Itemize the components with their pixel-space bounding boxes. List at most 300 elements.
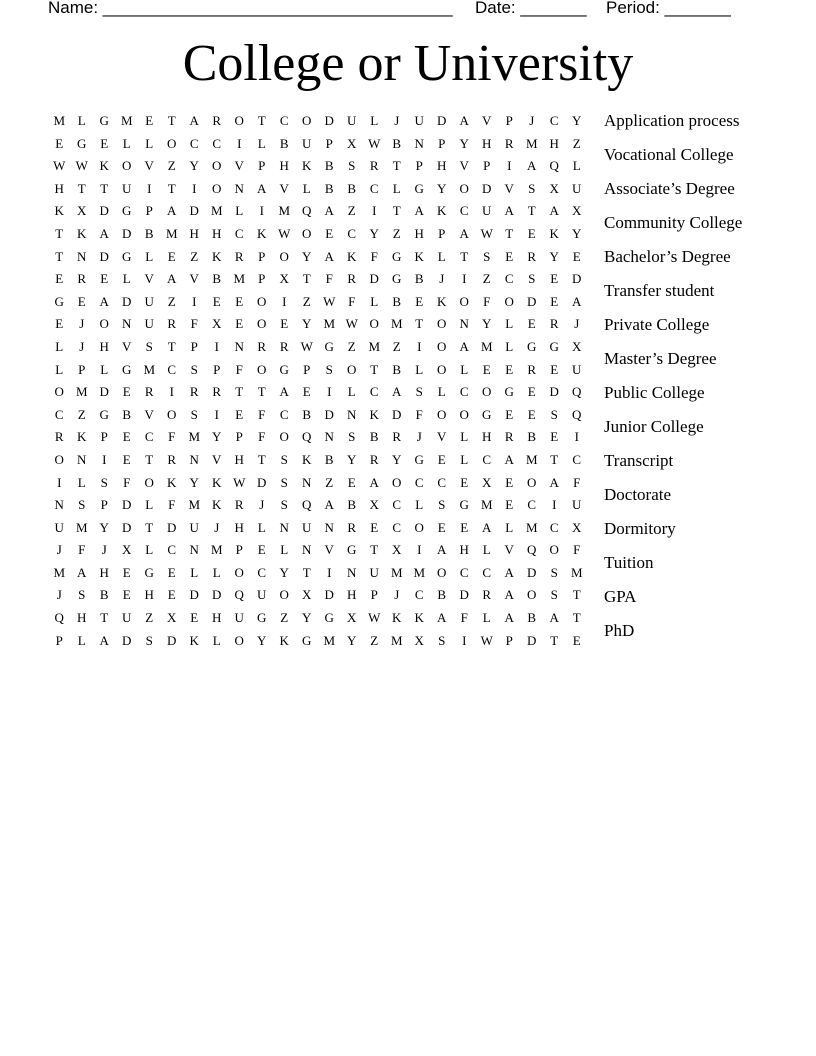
grid-letter: E: [527, 316, 536, 332]
grid-letter: T: [302, 564, 311, 580]
grid-letter: L: [145, 135, 154, 151]
grid-letter: F: [348, 293, 356, 309]
grid-letter: R: [212, 113, 222, 128]
grid-letter: V: [144, 406, 154, 422]
grid-letter: S: [528, 180, 536, 196]
word-list-item: Private College: [604, 315, 710, 334]
grid-letter: I: [327, 384, 332, 400]
grid-letter: R: [347, 519, 357, 535]
grid-letter: T: [77, 180, 86, 196]
grid-letter: N: [279, 519, 289, 535]
grid-letter: K: [437, 293, 447, 309]
grid-letter: S: [280, 497, 288, 513]
grid-letter: T: [167, 113, 176, 128]
grid-letter: O: [279, 587, 289, 603]
grid-letter: I: [552, 497, 557, 513]
grid-letter: I: [327, 564, 332, 580]
grid-letter: F: [258, 406, 266, 422]
grid-letter: C: [414, 474, 424, 490]
grid-letter: Y: [572, 113, 582, 128]
grid-letter: P: [145, 203, 153, 219]
grid-letter: K: [167, 474, 177, 490]
grid-letter: Y: [347, 632, 357, 648]
grid-letter: N: [122, 316, 132, 332]
grid-letter: S: [145, 338, 153, 354]
grid-letter: G: [504, 384, 514, 400]
grid-letter: A: [504, 587, 514, 603]
grid-letter: O: [549, 542, 559, 558]
grid-letter: S: [438, 497, 446, 513]
grid-letter: L: [370, 113, 379, 128]
grid-letter: L: [212, 632, 221, 648]
word-list-item: Junior College: [604, 417, 704, 436]
grid-letter: F: [415, 406, 423, 422]
grid-letter: L: [572, 158, 581, 174]
grid-letter: L: [280, 542, 289, 558]
grid-letter: Q: [234, 587, 244, 603]
grid-letter: C: [549, 113, 559, 128]
grid-letter: C: [572, 451, 582, 467]
grid-letter: C: [212, 135, 222, 151]
grid-letter: Z: [370, 632, 379, 648]
grid-letter: E: [167, 587, 176, 603]
grid-letter: P: [438, 225, 446, 241]
grid-letter: Y: [189, 158, 199, 174]
grid-letter: E: [505, 361, 514, 377]
word-list-item: Community College: [604, 213, 743, 232]
grid-letter: E: [235, 293, 244, 309]
grid-letter: L: [145, 542, 154, 558]
grid-letter: D: [122, 497, 132, 513]
grid-letter: O: [144, 474, 154, 490]
grid-letter: B: [212, 271, 222, 287]
grid-letter: H: [482, 429, 492, 445]
grid-letter: Y: [347, 451, 357, 467]
word-list-item: Transcript: [604, 451, 674, 470]
grid-letter: Z: [77, 406, 86, 422]
grid-letter: Z: [392, 338, 401, 354]
grid-letter: L: [505, 338, 514, 354]
grid-letter: W: [368, 610, 381, 626]
grid-letter: Z: [572, 135, 581, 151]
grid-letter: O: [302, 225, 312, 241]
grid-letter: H: [212, 610, 222, 626]
grid-letter: E: [572, 632, 581, 648]
grid-letter: D: [527, 564, 537, 580]
grid-letter: T: [145, 519, 154, 535]
grid-letter: T: [572, 610, 581, 626]
grid-letter: O: [234, 632, 244, 648]
grid-letter: X: [212, 316, 222, 332]
grid-letter: D: [122, 519, 132, 535]
grid-letter: O: [212, 158, 222, 174]
grid-letter: G: [392, 248, 402, 264]
grid-letter: P: [505, 632, 513, 648]
grid-letter: W: [480, 632, 493, 648]
grid-letter: H: [549, 135, 559, 151]
grid-letter: Z: [190, 248, 199, 264]
grid-letter: C: [392, 519, 402, 535]
grid-letter: J: [574, 316, 580, 332]
grid-letter: W: [345, 316, 358, 332]
grid-letter: G: [414, 451, 424, 467]
grid-letter: R: [392, 429, 402, 445]
grid-letter: C: [144, 429, 154, 445]
grid-letter: E: [257, 542, 266, 558]
grid-letter: Q: [302, 203, 312, 219]
grid-letter: E: [527, 384, 536, 400]
grid-letter: M: [570, 564, 583, 580]
grid-letter: X: [122, 542, 132, 558]
grid-letter: G: [527, 338, 537, 354]
grid-letter: T: [550, 632, 559, 648]
grid-letter: G: [99, 406, 109, 422]
grid-row: [48, 607, 588, 630]
grid-letter: D: [549, 384, 559, 400]
grid-letter: Q: [572, 384, 582, 400]
grid-letter: D: [369, 271, 379, 287]
grid-letter: P: [78, 361, 86, 377]
grid-letter: I: [259, 203, 264, 219]
grid-letter: P: [303, 361, 311, 377]
grid-letter: E: [527, 406, 536, 422]
grid-letter: D: [437, 113, 447, 128]
grid-letter: Q: [302, 497, 312, 513]
grid-letter: B: [369, 429, 379, 445]
grid-letter: R: [482, 587, 492, 603]
grid-letter: W: [233, 474, 246, 490]
grid-letter: U: [122, 610, 132, 626]
grid-letter: M: [53, 564, 66, 580]
grid-row: [48, 110, 588, 133]
grid-letter: E: [212, 293, 221, 309]
grid-letter: T: [302, 271, 311, 287]
grid-letter: W: [323, 293, 336, 309]
grid-letter: E: [505, 406, 514, 422]
grid-letter: T: [55, 225, 64, 241]
grid-letter: O: [302, 113, 312, 128]
grid-letter: T: [167, 338, 176, 354]
grid-letter: W: [75, 158, 88, 174]
grid-letter: R: [77, 271, 87, 287]
grid-letter: K: [369, 406, 379, 422]
grid-letter: U: [347, 113, 357, 128]
word-list-item: Associate’s Degree: [604, 179, 735, 198]
grid-letter: G: [257, 610, 267, 626]
grid-letter: M: [525, 135, 538, 151]
grid-letter: Z: [167, 158, 176, 174]
grid-letter: D: [572, 271, 582, 287]
grid-letter: T: [257, 113, 266, 128]
grid-letter: J: [394, 113, 400, 128]
grid-letter: A: [99, 293, 109, 309]
grid-letter: E: [100, 135, 109, 151]
grid-letter: E: [122, 587, 131, 603]
grid-letter: S: [190, 406, 198, 422]
grid-letter: H: [212, 225, 222, 241]
grid-letter: A: [504, 203, 514, 219]
grid-letter: C: [347, 225, 357, 241]
word-list-item: Master’s Degree: [604, 349, 717, 368]
grid-letter: A: [414, 203, 424, 219]
grid-letter: S: [550, 406, 558, 422]
grid-letter: P: [258, 248, 266, 264]
grid-letter: K: [414, 248, 424, 264]
grid-letter: G: [549, 338, 559, 354]
grid-letter: W: [480, 225, 493, 241]
grid-row: [48, 223, 588, 246]
grid-letter: M: [525, 519, 538, 535]
grid-letter: P: [483, 158, 491, 174]
grid-letter: V: [459, 158, 469, 174]
grid-letter: M: [480, 338, 493, 354]
grid-letter: K: [302, 158, 312, 174]
grid-row: [48, 562, 588, 585]
grid-letter: K: [347, 248, 357, 264]
grid-letter: T: [100, 180, 109, 196]
grid-letter: X: [167, 610, 177, 626]
grid-letter: O: [99, 316, 109, 332]
grid-row: [48, 178, 588, 201]
grid-letter: R: [234, 248, 244, 264]
word-list-item: Tuition: [604, 553, 654, 572]
grid-letter: N: [54, 497, 64, 513]
grid-letter: Y: [369, 225, 379, 241]
grid-letter: O: [279, 429, 289, 445]
grid-letter: D: [99, 248, 109, 264]
grid-letter: J: [56, 542, 62, 558]
grid-letter: N: [189, 451, 199, 467]
grid-letter: M: [390, 564, 403, 580]
grid-letter: E: [505, 248, 514, 264]
grid-letter: G: [414, 180, 424, 196]
grid-letter: E: [460, 474, 469, 490]
grid-row: [48, 291, 588, 314]
grid-letter: X: [279, 271, 289, 287]
grid-letter: F: [190, 316, 198, 332]
grid-letter: F: [78, 542, 86, 558]
grid-letter: H: [279, 158, 289, 174]
grid-letter: E: [235, 406, 244, 422]
grid-letter: B: [324, 180, 334, 196]
grid-letter: C: [504, 271, 514, 287]
grid-letter: A: [549, 203, 559, 219]
grid-letter: U: [189, 519, 199, 535]
grid-letter: J: [56, 587, 62, 603]
grid-letter: R: [279, 338, 289, 354]
grid-letter: D: [167, 632, 177, 648]
grid-letter: M: [210, 542, 223, 558]
grid-letter: E: [460, 519, 469, 535]
grid-letter: G: [392, 271, 402, 287]
grid-letter: Q: [302, 429, 312, 445]
grid-letter: C: [392, 497, 402, 513]
grid-letter: P: [190, 338, 198, 354]
grid-letter: C: [167, 361, 177, 377]
grid-letter: E: [550, 429, 559, 445]
grid-letter: O: [234, 564, 244, 580]
grid-letter: C: [459, 203, 469, 219]
grid-letter: J: [79, 316, 85, 332]
grid-letter: T: [257, 384, 266, 400]
grid-letter: B: [527, 429, 537, 445]
grid-letter: E: [550, 293, 559, 309]
grid-letter: T: [572, 587, 581, 603]
grid-letter: L: [460, 429, 469, 445]
grid-letter: N: [302, 474, 312, 490]
grid-letter: G: [302, 632, 312, 648]
grid-letter: R: [549, 316, 559, 332]
grid-letter: E: [122, 564, 131, 580]
grid-letter: U: [572, 361, 582, 377]
grid-letter: D: [122, 632, 132, 648]
grid-letter: L: [415, 361, 424, 377]
grid-letter: X: [482, 474, 492, 490]
grid-row: [48, 133, 588, 156]
grid-letter: E: [550, 271, 559, 287]
grid-letter: H: [414, 225, 424, 241]
grid-letter: E: [55, 271, 64, 287]
grid-letter: D: [324, 113, 334, 128]
grid-letter: B: [324, 158, 334, 174]
grid-letter: E: [572, 248, 581, 264]
grid-letter: Y: [482, 316, 492, 332]
grid-letter: A: [437, 542, 447, 558]
grid-letter: V: [212, 451, 222, 467]
grid-letter: K: [212, 248, 222, 264]
grid-letter: U: [572, 180, 582, 196]
grid-letter: R: [347, 271, 357, 287]
grid-letter: T: [392, 158, 401, 174]
grid-letter: A: [527, 158, 537, 174]
grid-letter: D: [257, 474, 267, 490]
grid-letter: B: [122, 406, 132, 422]
grid-letter: G: [347, 542, 357, 558]
grid-letter: A: [459, 113, 469, 128]
grid-letter: E: [235, 316, 244, 332]
grid-letter: K: [54, 203, 64, 219]
grid-letter: K: [257, 225, 267, 241]
grid-letter: P: [235, 542, 243, 558]
grid-letter: O: [504, 293, 514, 309]
grid-row: [48, 336, 588, 359]
grid-letter: T: [415, 316, 424, 332]
grid-letter: E: [100, 271, 109, 287]
grid-letter: E: [122, 429, 131, 445]
grid-letter: U: [122, 180, 132, 196]
grid-letter: T: [370, 542, 379, 558]
grid-letter: O: [437, 564, 447, 580]
grid-letter: H: [189, 225, 199, 241]
grid-letter: C: [369, 384, 379, 400]
grid-letter: L: [370, 293, 379, 309]
grid-letter: A: [482, 519, 492, 535]
grid-letter: F: [123, 474, 131, 490]
grid-letter: K: [212, 497, 222, 513]
grid-letter: K: [392, 610, 402, 626]
page-title: College or University: [182, 35, 634, 92]
grid-letter: F: [325, 271, 333, 287]
grid-letter: K: [302, 451, 312, 467]
grid-letter: A: [189, 113, 199, 128]
grid-letter: U: [369, 564, 379, 580]
grid-letter: P: [370, 587, 378, 603]
grid-letter: C: [459, 564, 469, 580]
grid-letter: E: [167, 564, 176, 580]
word-list-item: GPA: [604, 587, 637, 606]
grid-letter: O: [212, 180, 222, 196]
grid-letter: M: [188, 429, 201, 445]
grid-letter: E: [55, 135, 64, 151]
grid-letter: I: [462, 632, 467, 648]
grid-letter: E: [77, 293, 86, 309]
grid-letter: L: [505, 316, 514, 332]
grid-letter: Y: [212, 429, 222, 445]
grid-letter: C: [414, 587, 424, 603]
grid-letter: H: [77, 610, 87, 626]
grid-letter: F: [258, 429, 266, 445]
grid-letter: V: [234, 158, 244, 174]
grid-letter: Q: [54, 610, 64, 626]
grid-letter: I: [282, 293, 287, 309]
grid-row: [48, 584, 588, 607]
grid-letter: L: [415, 497, 424, 513]
grid-letter: H: [144, 587, 154, 603]
grid-letter: O: [347, 361, 357, 377]
grid-letter: F: [460, 610, 468, 626]
grid-letter: L: [437, 384, 446, 400]
grid-letter: W: [368, 135, 381, 151]
grid-letter: R: [54, 429, 64, 445]
grid-letter: H: [437, 158, 447, 174]
grid-letter: H: [99, 564, 109, 580]
grid-letter: L: [235, 203, 244, 219]
grid-letter: X: [414, 632, 424, 648]
grid-letter: P: [55, 632, 63, 648]
grid-letter: D: [99, 384, 109, 400]
grid-letter: L: [392, 180, 401, 196]
word-search-grid: [48, 110, 588, 652]
word-list-item: PhD: [604, 621, 635, 640]
grid-letter: J: [101, 542, 107, 558]
grid-letter: T: [392, 203, 401, 219]
word-list: [604, 110, 804, 654]
grid-letter: J: [529, 113, 535, 128]
grid-letter: J: [259, 497, 265, 513]
grid-letter: U: [302, 519, 312, 535]
grid-letter: O: [54, 451, 64, 467]
grid-letter: R: [144, 384, 154, 400]
grid-letter: D: [189, 203, 199, 219]
grid-letter: F: [168, 497, 176, 513]
grid-row: [48, 246, 588, 269]
grid-letter: G: [144, 564, 154, 580]
grid-letter: P: [325, 135, 333, 151]
grid-letter: L: [460, 361, 469, 377]
grid-letter: S: [190, 361, 198, 377]
grid-letter: U: [144, 316, 154, 332]
grid-letter: I: [192, 293, 197, 309]
grid-letter: P: [100, 429, 108, 445]
grid-letter: X: [572, 338, 582, 354]
grid-letter: R: [167, 451, 177, 467]
name-field: Name: _____________________________________: [48, 0, 453, 17]
grid-letter: N: [77, 248, 87, 264]
grid-letter: O: [527, 587, 537, 603]
grid-letter: R: [527, 361, 537, 377]
grid-letter: F: [573, 542, 581, 558]
grid-letter: L: [437, 248, 446, 264]
